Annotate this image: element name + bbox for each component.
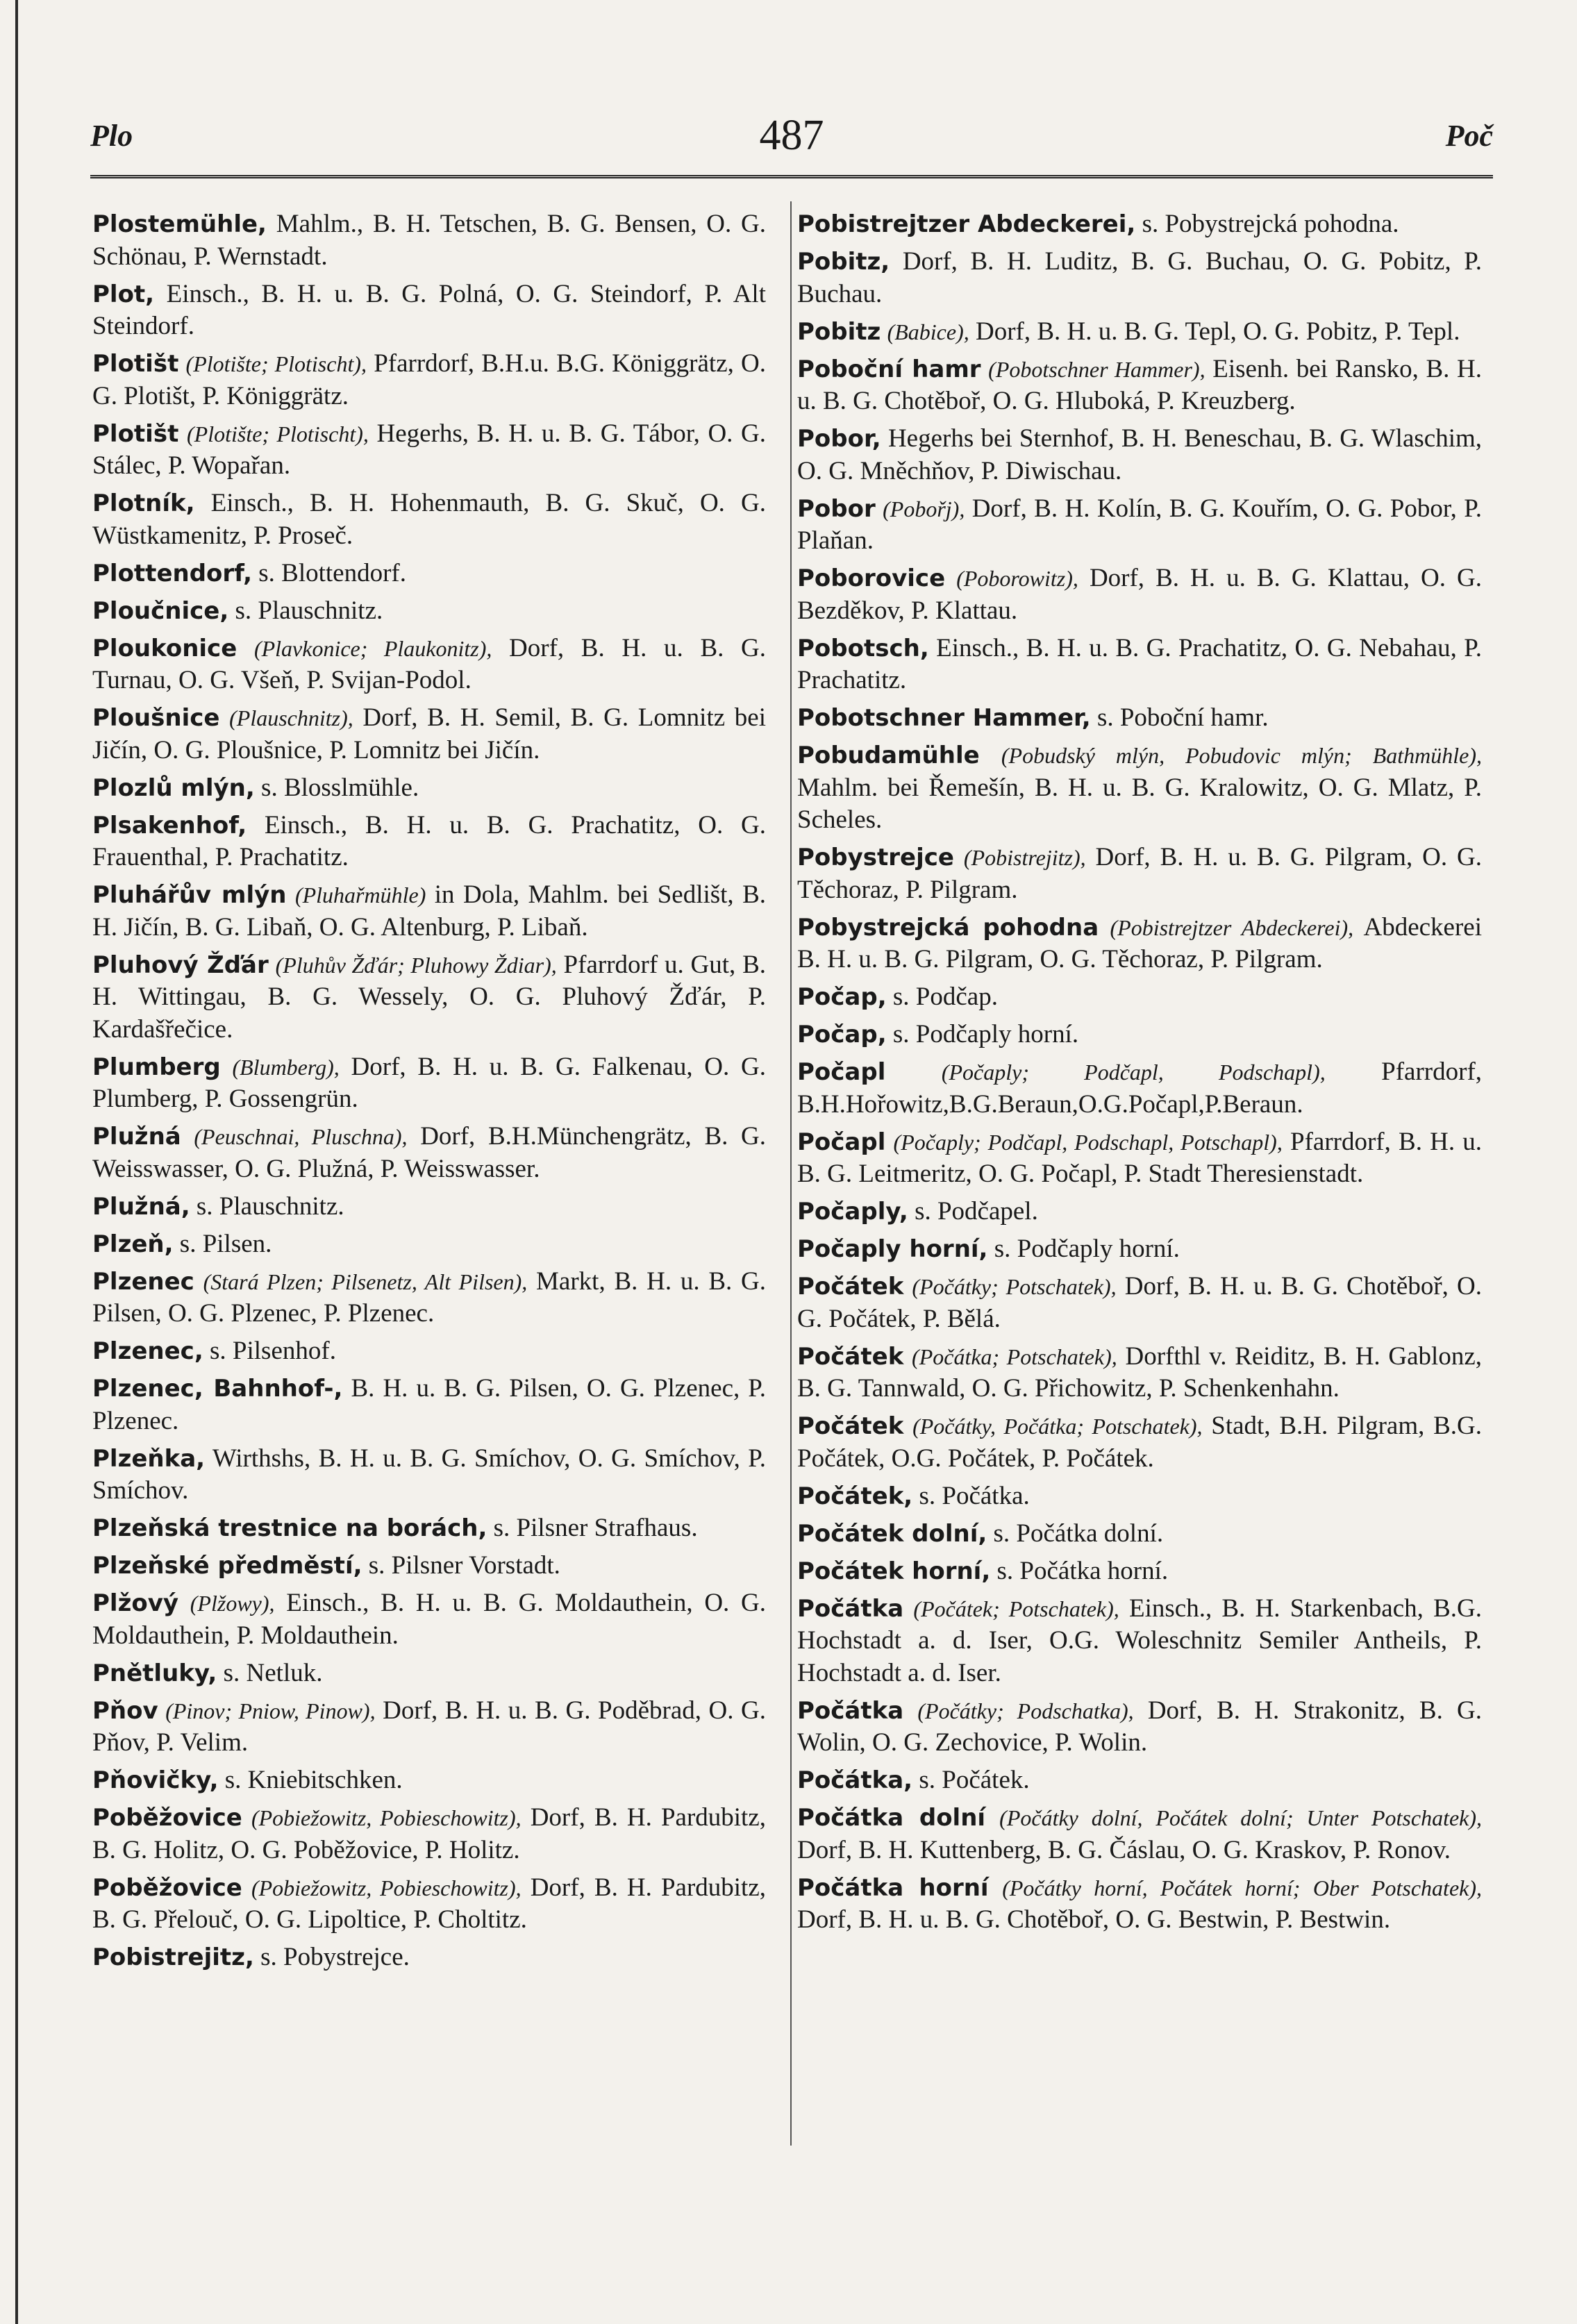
entry-headword: Počátek [797, 1273, 904, 1301]
entry-headword: Plzeň, [92, 1230, 174, 1258]
entry-description: Pfarrdorf, B. H. u. B. G. Leitmeritz, O. G. Počapl, P. Stadt Theresienstadt. [797, 1127, 1483, 1188]
entry-description: s. Blosslmühle. [261, 773, 419, 802]
entry-description: Mahlm., B. H. Tetschen, B. G. Bensen, O. G. Schönau, P. Wernstadt. [92, 210, 767, 271]
entry-headword: Pobystrejce [797, 844, 954, 871]
entry-headword: Počátka dolní [797, 1804, 986, 1832]
gazetteer-entry [797, 1518, 1482, 1550]
gazetteer-entry [797, 702, 1482, 735]
entry-headword: Pobor [797, 494, 876, 523]
entry-description: Dorf, B. H. u. B. G. Chotěboř, O. G. Počátek, P. Bělá. [797, 1272, 1482, 1333]
entry-description: s. Pobystrejcká pohodna. [1142, 210, 1399, 238]
gazetteer-entry [92, 879, 766, 944]
gazetteer-entry [797, 1695, 1482, 1759]
entry-variant-names: (Počaply; Podčapl, Podschapl), [941, 1060, 1326, 1085]
entry-headword: Počátka [797, 1594, 904, 1623]
gazetteer-entry [797, 1872, 1482, 1937]
entry-variant-names: (Pluhův Žďár; Pluhowy Ždiar), [275, 952, 557, 978]
entry-headword: Počap, [797, 983, 887, 1011]
entry-headword: Počátek dolní, [797, 1519, 987, 1548]
gazetteer-entry [92, 1443, 766, 1507]
entry-description: s. Počátka horní. [996, 1556, 1169, 1585]
entry-variant-names: (Počátky, Počátka; Potschatek), [912, 1414, 1203, 1439]
entry-headword: Poborovice [797, 565, 946, 592]
entry-variant-names: (Plotište; Plotischt), [186, 421, 369, 446]
gazetteer-entry [92, 418, 766, 483]
entry-headword: Počap, [797, 1021, 887, 1048]
entry-headword: Poběžovice [92, 1873, 242, 1902]
entry-description: Dorf, B. H. u. B. G. Poděbrad, O. G. Pňov, P. Velim. [92, 1696, 767, 1757]
entry-description: Einsch., B. H. Hohenmauth, B. G. Skuč, O. G. Wüstkamenitz, P. Proseč. [92, 489, 766, 550]
gazetteer-entry [92, 1657, 766, 1690]
entry-variant-names: (Počátky; Podschatka), [917, 1698, 1134, 1723]
gazetteer-entry [797, 208, 1482, 241]
entry-headword: Pobudamühle [797, 742, 980, 769]
entry-description: Dorf, B. H. Pardubitz, B. G. Přelouč, O. G. Lipoltice, P. Choltitz. [92, 1873, 766, 1934]
header-rule [90, 175, 1493, 178]
entry-description: s. Plauschnitz. [196, 1192, 344, 1221]
entry-headword: Počátek [797, 1342, 904, 1371]
entry-headword: Plumberg [92, 1053, 221, 1081]
entry-description: Wirthshs, B. H. u. B. G. Smíchov, O. G. Smíchov, P. Smíchov. [92, 1444, 766, 1505]
entry-description: Pfarrdorf, B.H.Hořowitz,B.G.Beraun,O.G.Počapl,P.Beraun. [797, 1057, 1483, 1119]
entry-description: s. Kniebitschken. [224, 1766, 403, 1794]
entry-description: Einsch., B. H. u. B. G. Prachatitz, O. G. Nebahau, P. Prachatitz. [797, 633, 1482, 694]
entry-description: Einsch., B. H. u. B. G. Polná, O. G. Steindorf, P. Alt Steindorf. [92, 279, 766, 340]
entry-description: Einsch., B. H. u. B. G. Prachatitz, O. G. Frauenthal, P. Prachatitz. [92, 810, 766, 871]
left-column [92, 208, 766, 1979]
entry-variant-names: (Pluhařmühle) [294, 883, 426, 908]
entry-headword: Pnětluky, [92, 1659, 217, 1687]
entry-headword: Pňovičky, [92, 1766, 219, 1794]
entry-headword: Plužná [92, 1123, 181, 1151]
entry-headword: Počátka, [797, 1766, 913, 1794]
gazetteer-entry [797, 1271, 1482, 1335]
entry-description: Pfarrdorf u. Gut, B. H. Wittingau, B. G. Wessely, O. G. Pluhový Žďár, P. Kardašřečice. [92, 950, 767, 1044]
entry-description: Einsch., B. H. Starkenbach, B.G. Hochstadt a. d. Iser, O.G. Woleschnitz Semiler Antheils, P. Hochstadt a. d. Iser. [797, 1594, 1482, 1687]
entry-description: Dorf, B. H. Strakonitz, B. G. Wolin, O. G. Zechovice, P. Wolin. [797, 1696, 1482, 1757]
entry-description: Einsch., B. H. u. B. G. Moldauthein, O. G. Moldauthein, P. Moldauthein. [92, 1589, 766, 1650]
entry-headword: Počapl [797, 1128, 886, 1156]
entry-headword: Plot, [92, 280, 155, 308]
entry-description: Hegerhs bei Sternhof, B. H. Beneschau, B. G. Wlaschim, O. G. Mněchňov, P. Diwischau. [797, 424, 1483, 485]
running-head-right: Poč [1445, 119, 1493, 153]
gazetteer-entry [92, 1512, 766, 1545]
entry-headword: Ploušnice [92, 704, 220, 732]
gazetteer-entry [797, 316, 1482, 349]
entry-headword: Pňov [92, 1696, 158, 1725]
entry-variant-names: (Pobiežowitz, Pobieschowitz), [251, 1875, 522, 1900]
entry-headword: Plzenec, [92, 1337, 203, 1365]
entry-description: s. Podčaply horní. [892, 1020, 1079, 1048]
gazetteer-entry [797, 981, 1482, 1014]
gazetteer-entry [92, 558, 766, 590]
entry-description: s. Poboční hamr. [1096, 703, 1269, 732]
gazetteer-entry [92, 810, 766, 874]
entry-variant-names: (Pobiežowitz, Pobieschowitz), [251, 1805, 522, 1830]
gazetteer-entry [797, 633, 1482, 697]
entry-headword: Plžový [92, 1589, 179, 1617]
gazetteer-entry [797, 912, 1482, 976]
entry-headword: Poběžovice [92, 1804, 242, 1832]
entry-description: Eisenh. bei Ransko, B. H. u. B. G. Chotěboř, O. G. Hluboká, P. Kreuzberg. [797, 354, 1483, 415]
gazetteer-entry [92, 278, 766, 343]
entry-headword: Počátka horní [797, 1873, 989, 1902]
entry-description: Mahlm. bei Řemešín, B. H. u. B. G. Kralowitz, O. G. Mlatz, P. Scheles. [797, 773, 1482, 834]
gazetteer-entry [797, 493, 1482, 558]
entry-description: Stadt, B.H. Pilgram, B.G. Počátek, O.G. Počátek, P. Počátek. [797, 1412, 1483, 1473]
entry-headword: Plsakenhof, [92, 811, 247, 839]
entry-headword: Počapl [797, 1058, 886, 1086]
gazetteer-entry [797, 739, 1482, 837]
gazetteer-entry [797, 423, 1482, 487]
running-head-left: Plo [90, 119, 133, 153]
entry-description: s. Pobystrejce. [260, 1943, 410, 1971]
gazetteer-entry [92, 949, 766, 1046]
entry-description: s. Pilsner Strafhaus. [493, 1514, 698, 1542]
entry-description: s. Počátka dolní. [993, 1519, 1164, 1548]
entry-description: Hegerhs, B. H. u. B. G. Tábor, O. G. Stálec, P. Wopařan. [92, 419, 767, 480]
entry-headword: Plzenec [92, 1267, 194, 1296]
gazetteer-entry [92, 1872, 766, 1937]
gazetteer-entry [797, 1019, 1482, 1051]
entry-headword: Pobitz, [797, 248, 890, 276]
entry-headword: Pobistrejtzer Abdeckerei, [797, 210, 1136, 238]
entry-description: Dorf, B. H. Luditz, B. G. Buchau, O. G. Pobitz, P. Buchau. [797, 247, 1483, 308]
entry-headword: Pluhový Žďár [92, 951, 269, 979]
gazetteer-entry [92, 633, 766, 697]
entry-headword: Pluhářův mlýn [92, 881, 287, 909]
entry-variant-names: (Plauschnitz), [229, 705, 353, 730]
entry-description: s. Počátka. [919, 1481, 1030, 1510]
entry-headword: Plostemühle, [92, 210, 267, 238]
entry-headword: Počátek [797, 1412, 904, 1440]
entry-headword: Plzeňská trestnice na borách, [92, 1514, 487, 1542]
entry-variant-names: (Plavkonice; Plaukonitz), [253, 635, 492, 661]
column-divider [790, 201, 792, 2146]
entry-description: s. Pilsen. [179, 1229, 272, 1258]
entry-description: Dorf, B. H. u. B. G. Turnau, O. G. Všeň, P. Svijan-Podol. [92, 633, 767, 694]
entry-headword: Plužná, [92, 1192, 190, 1221]
gazetteer-entry [92, 208, 766, 273]
entry-headword: Pobystrejcká pohodna [797, 913, 1099, 942]
gazetteer-entry [797, 562, 1482, 627]
entry-variant-names: (Pobistrejitz), [963, 845, 1086, 870]
entry-description: s. Podčaply horní. [994, 1235, 1180, 1263]
entry-variant-names: (Plotište; Plotischt), [185, 351, 367, 376]
entry-headword: Pobotsch, [797, 634, 929, 662]
entry-variant-names: (Počaply; Podčapl, Podschapl, Potschapl), [893, 1129, 1283, 1155]
entry-headword: Plzeňské předměstí, [92, 1552, 362, 1580]
entry-variant-names: (Poborowitz), [956, 566, 1078, 591]
entry-description: B. H. u. B. G. Pilsen, O. G. Plzenec, P. Plzenec. [92, 1374, 766, 1435]
entry-variant-names: (Peuschnai, Pluschna), [194, 1124, 408, 1149]
entry-description: Dorf, B. H. Semil, B. G. Lomnitz bei Jičín, O. G. Ploušnice, P. Lomnitz bei Jičín. [92, 703, 767, 764]
entry-headword: Plzenec, Bahnhof-, [92, 1375, 343, 1403]
entry-variant-names: (Pobořj), [883, 496, 965, 521]
gazetteer-entry [92, 1802, 766, 1866]
gazetteer-entry [797, 842, 1482, 906]
entry-description: Dorf, B. H. u. B. G. Pilgram, O. G. Těchoraz, P. Pilgram. [797, 843, 1483, 904]
gazetteer-entry [92, 772, 766, 805]
entry-headword: Plotišt [92, 350, 179, 378]
entry-headword: Pobotschner Hammer, [797, 704, 1091, 732]
entry-description: Dorf, B. H. u. B. G. Falkenau, O. G. Plumberg, P. Gossengrün. [92, 1052, 766, 1113]
gazetteer-entry [92, 595, 766, 628]
page-binding-line [15, 0, 18, 2324]
gazetteer-entry [92, 702, 766, 767]
entry-description: Dorf, B. H. u. B. G. Klattau, O. G. Bezděkov, P. Klattau. [797, 564, 1483, 625]
entry-variant-names: (Počátky dolní, Počátek dolní; Unter Potschatek), [999, 1805, 1483, 1830]
entry-description: s. Podčapel. [915, 1197, 1038, 1226]
entry-headword: Plzeňka, [92, 1444, 206, 1473]
gazetteer-entry [797, 1410, 1482, 1475]
gazetteer-entry [92, 1335, 766, 1368]
entry-headword: Pobistrejitz, [92, 1943, 254, 1971]
gazetteer-entry [92, 487, 766, 552]
entry-variant-names: (Pobotschner Hammer), [988, 356, 1205, 382]
gazetteer-entry [797, 1593, 1482, 1690]
entry-variant-names: (Pinov; Pniow, Pinow), [165, 1698, 376, 1723]
entry-description: s. Počátek. [919, 1766, 1030, 1794]
entry-description: Dorf, B.H.Münchengrätz, B. G. Weisswasser, O. G. Plužná, P. Weisswasser. [92, 1122, 767, 1183]
entry-headword: Ploučnice, [92, 596, 229, 625]
gazetteer-entry [92, 348, 766, 412]
entry-headword: Plotník, [92, 490, 195, 517]
entry-headword: Pobitz [797, 317, 881, 346]
entry-description: s. Blottendorf. [258, 558, 406, 587]
entry-description: Markt, B. H. u. B. G. Pilsen, O. G. Plzenec, P. Plzenec. [92, 1267, 766, 1328]
gazetteer-entry [92, 1121, 766, 1185]
gazetteer-entry [797, 1233, 1482, 1266]
entry-headword: Počaply horní, [797, 1235, 988, 1263]
entry-description: Dorfthl v. Reiditz, B. H. Gablonz, B. G. Tannwald, O. G. Přichowitz, P. Schenkenhahn. [797, 1341, 1482, 1403]
entry-variant-names: (Blumberg), [232, 1054, 340, 1080]
gazetteer-entry [92, 1266, 766, 1330]
gazetteer-entry [797, 1056, 1482, 1121]
gazetteer-entry [797, 1802, 1482, 1866]
entry-headword: Počátek, [797, 1482, 913, 1510]
entry-variant-names: (Počátka; Potschatek), [912, 1344, 1117, 1369]
gazetteer-entry [797, 1341, 1482, 1405]
page-number: 487 [759, 112, 824, 159]
gazetteer-entry [92, 1695, 766, 1759]
entry-description: s. Pilsenhof. [210, 1337, 336, 1365]
entry-variant-names: (Babice), [887, 319, 969, 344]
gazetteer-entry [92, 1228, 766, 1261]
gazetteer-entry [797, 1196, 1482, 1228]
entry-variant-names: (Plžowy), [190, 1591, 275, 1616]
gazetteer-entry [92, 1764, 766, 1797]
entry-variant-names: (Pobudský mlýn, Pobudovic mlýn; Bathmühle), [1001, 743, 1483, 768]
entry-description: Dorf, B. H. u. B. G. Chotěboř, O. G. Bestwin, P. Bestwin. [797, 1905, 1391, 1934]
entry-description: in Dola, Mahlm. bei Sedlišt, B. H. Jičín, B. G. Libaň, O. G. Altenburg, P. Libaň. [92, 880, 767, 942]
entry-headword: Počátka [797, 1696, 904, 1725]
gazetteer-entry [797, 246, 1482, 310]
gazetteer-entry [92, 1941, 766, 1974]
entry-headword: Ploukonice [92, 634, 237, 662]
gazetteer-entry [797, 353, 1482, 418]
entry-headword: Plotišt [92, 419, 179, 448]
entry-variant-names: (Pobistrejtzer Abdeckerei), [1110, 914, 1354, 940]
entry-description: Dorf, B. H. u. B. G. Tepl, O. G. Pobitz, P. Tepl. [975, 317, 1460, 346]
page-header [90, 111, 1493, 174]
gazetteer-entry [92, 1191, 766, 1223]
entry-description: Dorf, B. H. Kolín, B. G. Kouřím, O. G. Pobor, P. Plaňan. [797, 494, 1483, 555]
entry-description: s. Netluk. [223, 1658, 323, 1687]
gazetteer-entry [92, 1373, 766, 1437]
entry-headword: Počátek horní, [797, 1557, 991, 1585]
gazetteer-entry [92, 1051, 766, 1116]
entry-description: s. Podčap. [892, 983, 998, 1011]
entry-description: Abdeckerei B. H. u. B. G. Pilgram, O. G. Těchoraz, P. Pilgram. [797, 912, 1482, 973]
gazetteer-entry [92, 1550, 766, 1582]
right-column [797, 208, 1482, 1941]
entry-description: Dorf, B. H. Pardubitz, B. G. Holitz, O. G. Poběžovice, P. Holitz. [92, 1803, 766, 1864]
entry-headword: Počaply, [797, 1198, 908, 1226]
entry-variant-names: (Počátky horní, Počátek horní; Ober Potschatek), [1002, 1875, 1482, 1900]
entry-description: Pfarrdorf, B.H.u. B.G. Königgrätz, O. G. Plotišt, P. Königgrätz. [92, 349, 767, 410]
entry-description: Dorf, B. H. Kuttenberg, B. G. Čáslau, O. G. Kraskov, P. Ronov. [797, 1835, 1451, 1864]
entry-description: s. Plauschnitz. [235, 596, 383, 625]
entry-headword: Plottendorf, [92, 559, 253, 587]
gazetteer-entry [797, 1555, 1482, 1588]
gazetteer-entry [797, 1126, 1482, 1191]
entry-headword: Pobor, [797, 425, 881, 453]
entry-variant-names: (Počátky; Potschatek), [912, 1274, 1117, 1299]
gazetteer-entry [92, 1587, 766, 1652]
entry-headword: Poboční hamr [797, 355, 981, 383]
entry-variant-names: (Stará Plzen; Pilsenetz, Alt Pilsen), [203, 1269, 528, 1294]
gazetteer-entry [797, 1764, 1482, 1797]
entry-variant-names: (Počátek; Potschatek), [913, 1596, 1119, 1621]
gazetteer-entry [797, 1480, 1482, 1513]
entry-description: s. Pilsner Vorstadt. [368, 1551, 560, 1580]
entry-headword: Plozlů mlýn, [92, 774, 255, 802]
